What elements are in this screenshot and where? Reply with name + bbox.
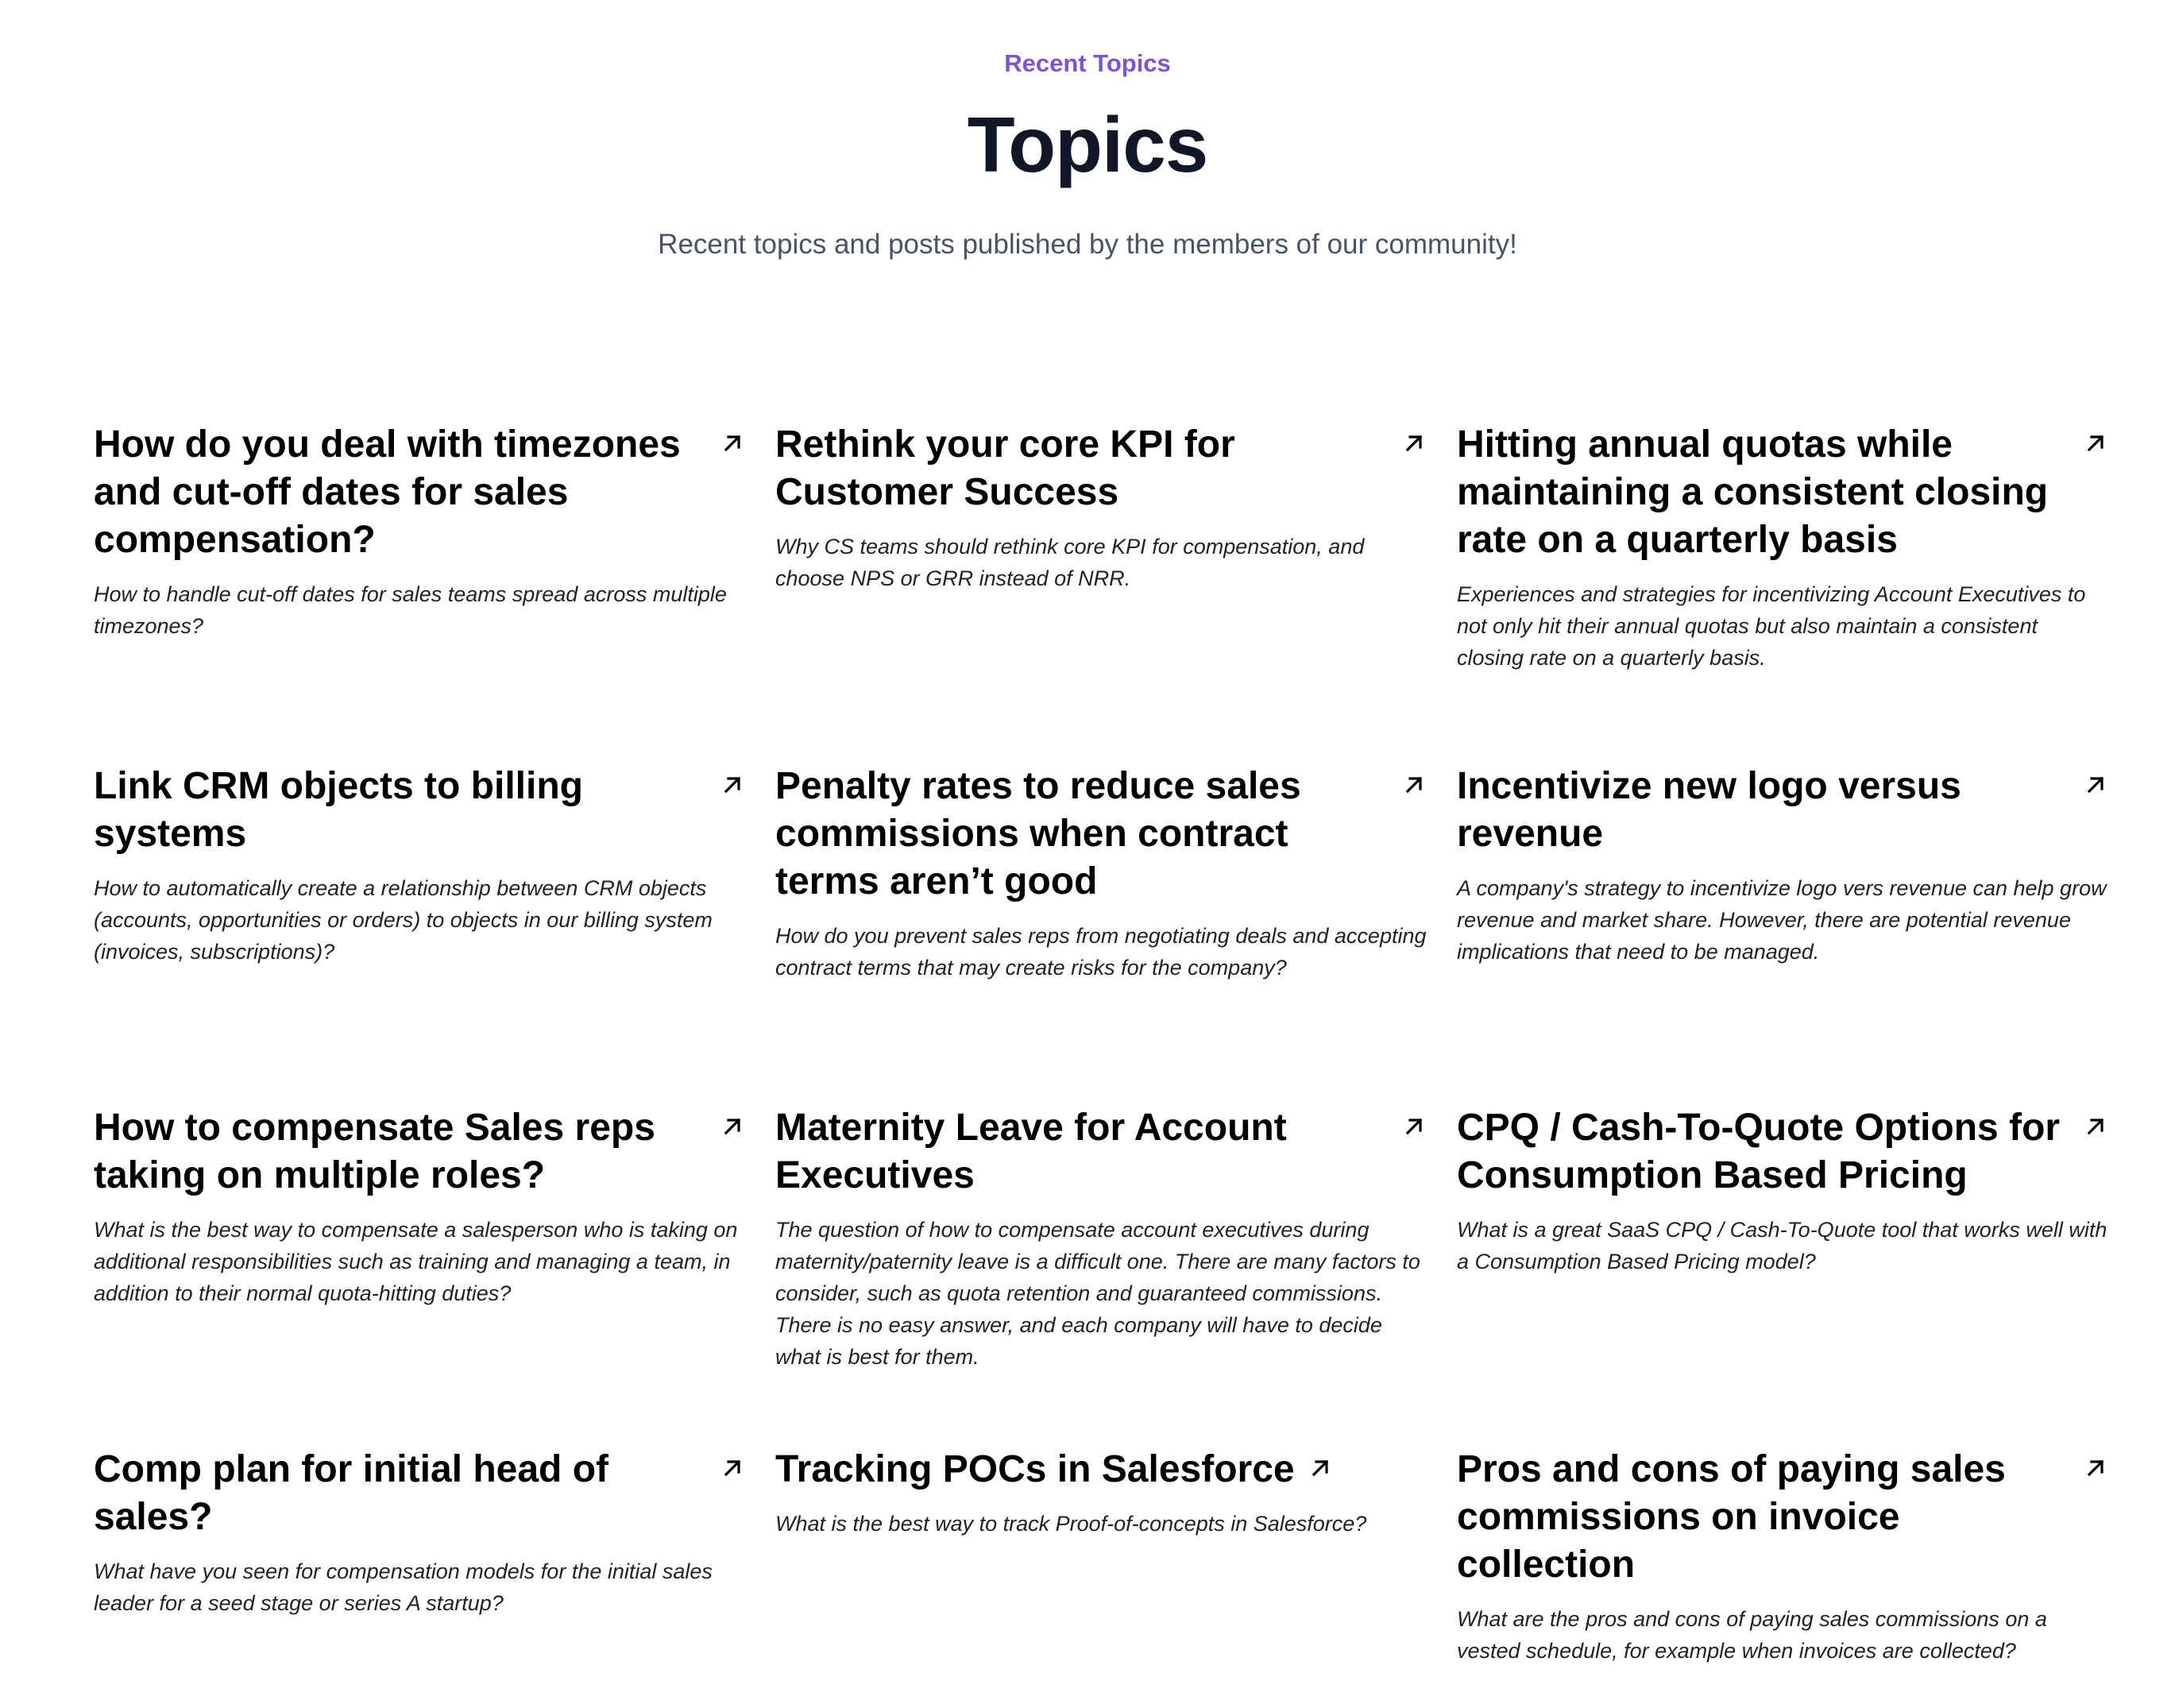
topic-card[interactable] (775, 763, 1427, 1104)
topic-card-header (94, 421, 745, 564)
topic-description: The question of how to compensate account executives during maternity/paternity leave is a difficult one. There are many factors to consider, such as quota retention and guaranteed commissions. There is no easy answer, and each company will have to decide what is best for them. (775, 1218, 1420, 1369)
arrow-up-right-icon[interactable] (720, 431, 745, 456)
topic-title[interactable]: Pros and cons of paying sales commissions on invoice collection (1457, 1448, 2006, 1586)
topic-card-header (94, 1104, 745, 1200)
page-title: Topics (967, 101, 1208, 188)
topic-card[interactable] (775, 421, 1427, 763)
page-subtitle: Recent topics and posts published by the members of our community! (658, 229, 1517, 260)
topic-card[interactable] (1457, 763, 2108, 1104)
section-eyebrow: Recent Topics (1004, 49, 1171, 77)
arrow-up-right-icon[interactable] (1401, 1114, 1427, 1139)
topic-title[interactable]: How to compensate Sales reps taking on multiple roles? (94, 1107, 655, 1196)
topic-description: Experiences and strategies for incentivizing Account Executives to not only hit their annual quotas but also maintain a consistent closing rate on a quarterly basis. (1457, 582, 2086, 670)
topic-title[interactable]: Hitting annual quotas while maintaining a consistent closing rate on a quarterly basis (1457, 423, 2049, 561)
topic-card-header (775, 421, 1427, 516)
arrow-up-right-icon[interactable] (1401, 431, 1427, 456)
topic-title[interactable]: Tracking POCs in Salesforce (775, 1448, 1295, 1490)
topic-card[interactable] (1457, 1104, 2108, 1446)
topic-description: What is the best way to compensate a salesperson who is taking on additional responsibilities such as training and managing a team, in addition to their normal quota-hitting duties? (94, 1218, 738, 1305)
topic-title[interactable]: CPQ / Cash-To-Quote Options for Consumption Based Pricing (1457, 1107, 2061, 1196)
topic-description: How do you prevent sales reps from negotiating deals and accepting contract terms that may create risks for the company? (775, 924, 1427, 980)
arrow-up-right-icon[interactable] (2083, 1114, 2108, 1139)
arrow-up-right-icon[interactable] (720, 1455, 745, 1481)
arrow-up-right-icon[interactable] (2083, 772, 2108, 798)
topic-description: What is the best way to track Proof-of-concepts in Salesforce? (775, 1512, 1367, 1536)
topic-card-header (94, 1446, 745, 1541)
topic-description: What are the pros and cons of paying sales commissions on a vested schedule, for example when invoices are collected? (1457, 1607, 2047, 1663)
topic-card[interactable] (94, 763, 745, 1104)
topic-card-header (1457, 1104, 2108, 1200)
topic-card[interactable] (94, 1104, 745, 1446)
topic-description: What have you seen for compensation models for the initial sales leader for a seed stage or series A startup? (94, 1559, 713, 1615)
topic-title[interactable]: How do you deal with timezones and cut-off dates for sales compensation? (94, 423, 681, 561)
topic-card-header (775, 1446, 1427, 1494)
topic-card-header (1457, 1446, 2108, 1589)
topic-card[interactable] (1457, 421, 2108, 763)
topic-card-header (1457, 763, 2108, 858)
arrow-up-right-icon[interactable] (1401, 772, 1427, 798)
topic-description: What is a great SaaS CPQ / Cash-To-Quote tool that works well with a Consumption Based Pricing model? (1457, 1218, 2107, 1273)
topic-description: How to automatically create a relationship between CRM objects (accounts, opportunities or orders) to objects in our billing system (invoices, subscriptions)? (94, 876, 713, 964)
topic-title[interactable]: Link CRM objects to billing systems (94, 765, 583, 855)
topic-title[interactable]: Rethink your core KPI for Customer Success (775, 423, 1235, 513)
topic-description: A company's strategy to incentivize logo vers revenue can help grow revenue and market share. However, there are potential revenue implications that need to be managed. (1457, 876, 2107, 964)
topic-title[interactable]: Incentivize new logo versus revenue (1457, 765, 1961, 855)
arrow-up-right-icon[interactable] (2083, 431, 2108, 456)
topic-card[interactable] (775, 1446, 1427, 1708)
topic-card-header (1457, 421, 2108, 564)
topic-card[interactable] (94, 1446, 745, 1708)
topic-card[interactable] (1457, 1446, 2108, 1708)
topics-grid (94, 421, 2107, 1708)
page-header (0, 0, 2175, 265)
topic-card-header (94, 763, 745, 858)
topic-description: Why CS teams should rethink core KPI for compensation, and choose NPS or GRR instead of NRR. (775, 535, 1365, 590)
topic-description: How to handle cut-off dates for sales teams spread across multiple timezones? (94, 582, 727, 638)
topic-title[interactable]: Comp plan for initial head of sales? (94, 1448, 608, 1538)
topic-title[interactable]: Penalty rates to reduce sales commissions when contract terms aren’t good (775, 765, 1301, 902)
topic-title[interactable]: Maternity Leave for Account Executives (775, 1107, 1287, 1196)
topic-card-header (775, 763, 1427, 906)
arrow-up-right-icon[interactable] (720, 772, 745, 798)
topic-card-header (775, 1104, 1427, 1200)
arrow-up-right-icon[interactable] (720, 1114, 745, 1139)
topic-card[interactable] (94, 421, 745, 763)
arrow-up-right-icon[interactable] (2083, 1455, 2108, 1481)
arrow-up-right-icon[interactable] (1308, 1455, 1333, 1481)
topic-card[interactable] (775, 1104, 1427, 1446)
